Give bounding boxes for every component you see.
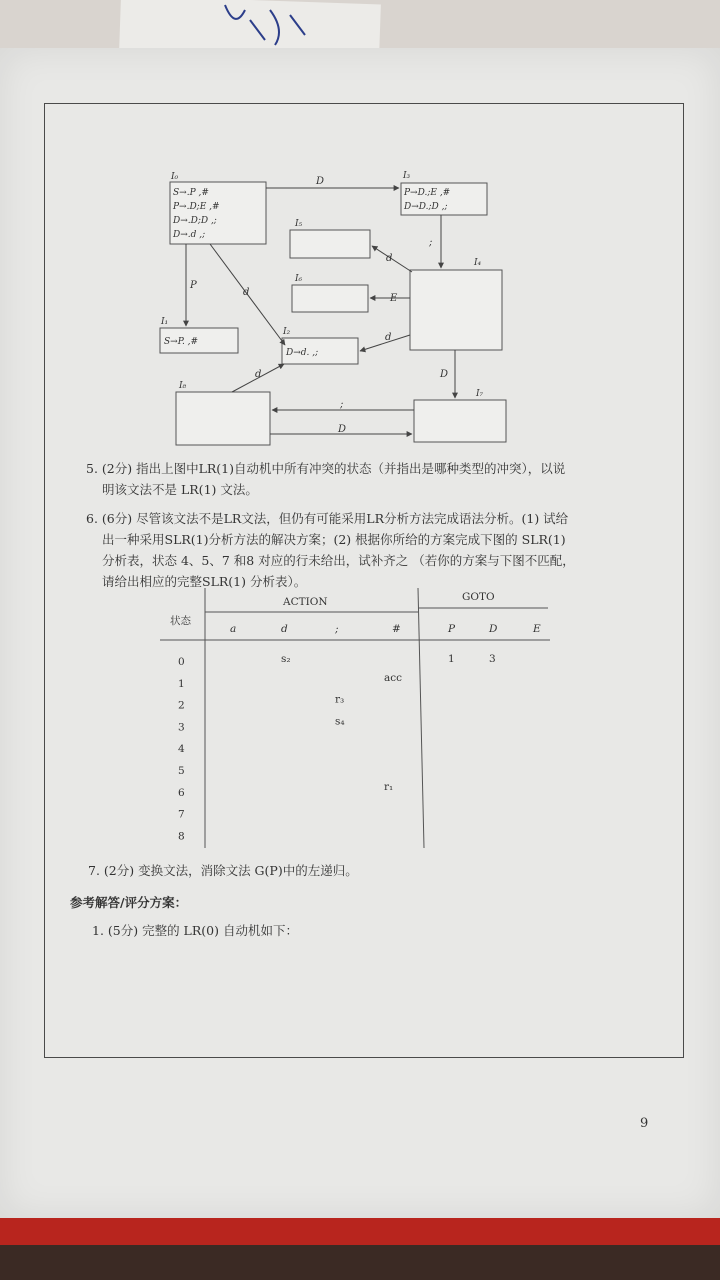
state-I3-label: I₃: [403, 171, 411, 181]
edge-label-d-4: d: [255, 369, 262, 380]
q6-line-3: 分析表，状态 4、5、7 和8 对应的行未给出，试补齐之 （若你的方案与下图不匹配，: [102, 553, 575, 568]
state-row-7: 7: [178, 808, 185, 821]
page-number: 9: [640, 1116, 649, 1131]
question-7: 7. (2分) 变换文法，消除文法 G(P)中的左递归。: [88, 863, 358, 878]
edge-label-d-2: d: [386, 253, 393, 264]
action-header: ACTION: [283, 596, 328, 608]
q6-line-1: 6. (6分) 尽管该文法不是LR文法，但仍有可能采用LR分析方法完成语法分析。(1) 试给: [86, 511, 569, 526]
state-row-0: 0: [178, 656, 185, 668]
state-row-5: 5: [178, 765, 185, 777]
column-header-D: D: [489, 623, 498, 635]
state-I8-label: I₈: [179, 381, 187, 391]
state-I5-label: I₅: [295, 219, 303, 229]
table-cell: 3: [489, 653, 496, 665]
column-header-hash: #: [392, 623, 401, 635]
table-cell: 1: [448, 653, 455, 665]
state-I7-label: I₇: [476, 389, 484, 399]
state-I4-label: I₄: [474, 258, 482, 268]
state-row-8: 8: [178, 830, 185, 843]
state-row-6: 6: [178, 786, 185, 799]
column-header-d: d: [281, 623, 288, 635]
state-I2-label: I₂: [283, 327, 291, 337]
column-header-E: E: [533, 623, 541, 635]
edge-label-P: P: [190, 280, 197, 291]
state-I6-label: I₆: [295, 274, 303, 284]
I0-item-2: P→.D;E ,#: [173, 202, 220, 212]
table-cell: r₁: [384, 780, 394, 793]
column-header-semicolon: ;: [335, 623, 339, 635]
state-row-4: 4: [178, 743, 185, 756]
table-cell: acc: [384, 671, 403, 684]
I3-item-2: D→D.;D ,;: [404, 202, 448, 212]
q5-line-1: 5. (2分) 指出上图中LR(1)自动机中所有冲突的状态（并指出是哪种类型的冲突），以说: [86, 461, 566, 476]
answer-heading: 参考解答/评分方案：: [70, 895, 188, 910]
table-cell: s₄: [335, 715, 345, 728]
edge-label-D-2: D: [440, 369, 449, 380]
I1-item-1: S→P. ,#: [164, 337, 199, 347]
edge-label-D-1: D: [316, 176, 325, 187]
edge-label-d-1: d: [243, 287, 250, 298]
I0-item-1: S→.P ,#: [173, 188, 209, 198]
q6-line-2: 出一种采用SLR(1)分析方法的解决方案；(2) 根据你所给的方案完成下图的 SLR(1): [102, 532, 566, 547]
I2-item-1: D→d. ,;: [286, 348, 319, 358]
goto-header: GOTO: [462, 591, 495, 603]
edge-label-semi-2: ;: [340, 399, 344, 410]
edge-label-semi-1: ;: [429, 237, 433, 248]
column-header-P: P: [448, 623, 456, 635]
q5-line-2: 明该文法不是 LR(1) 文法。: [102, 482, 258, 497]
table-cell: r₃: [335, 693, 345, 706]
table-action-goto-divider: [418, 588, 424, 848]
edge-label-E: E: [390, 293, 398, 304]
column-header-a: a: [230, 623, 237, 635]
state-row-3: 3: [178, 721, 185, 734]
q6-line-4: 请给出相应的完整SLR(1) 分析表）。: [102, 574, 307, 589]
state-row-1: 1: [178, 677, 185, 690]
table-edge: [0, 1245, 720, 1280]
state-I1-label: I₁: [161, 317, 169, 327]
I0-item-4: D→.d ,;: [173, 230, 206, 240]
state-I0-label: I₀: [171, 172, 179, 182]
answer-1: 1. (5分) 完整的 LR(0) 自动机如下：: [92, 923, 298, 938]
edge-label-D-3: D: [338, 424, 347, 435]
I0-item-3: D→.D;D ,;: [173, 216, 217, 226]
state-column-header: 状态: [170, 615, 191, 627]
I3-item-1: P→D.;E ,#: [404, 188, 451, 198]
table-cell: s₂: [281, 653, 291, 665]
state-row-2: 2: [178, 699, 185, 712]
edge-label-d-3: d: [385, 332, 392, 343]
